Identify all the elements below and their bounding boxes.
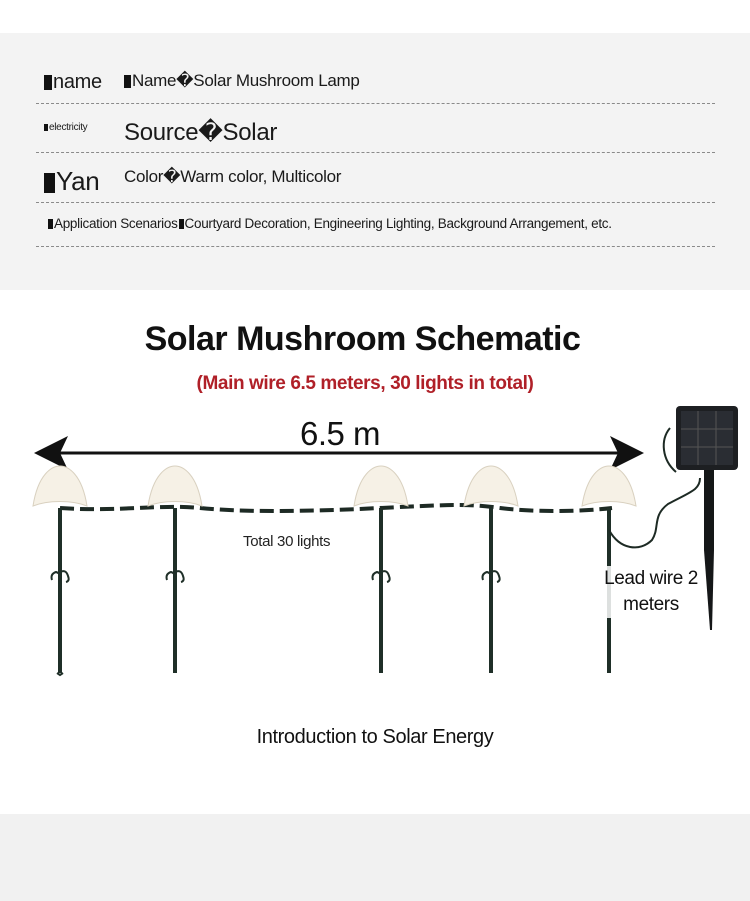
spec-key: Yan (44, 166, 99, 197)
mushroom-lamp-icon (148, 466, 202, 673)
length-label: 6.5 m (300, 415, 381, 452)
missing-glyph-icon (124, 75, 131, 88)
missing-glyph-icon (179, 219, 184, 229)
main-wire (60, 505, 612, 511)
spec-value: Color�Warm color, Multicolor (124, 167, 342, 186)
spec-value: Source�Solar (124, 119, 278, 146)
lead-wire-label: Lead wire 2 meters (603, 566, 699, 618)
spec-row-electricity (36, 103, 715, 153)
missing-glyph-icon (48, 219, 53, 229)
missing-glyph-icon (44, 124, 48, 131)
top-margin (0, 0, 750, 33)
spec-row-name (36, 53, 715, 104)
total-lights-label: Total 30 lights (243, 533, 331, 550)
schematic-subtitle: (Main wire 6.5 meters, 30 lights in total) (196, 373, 534, 394)
footer-band (0, 814, 750, 901)
spec-value: Name�Solar Mushroom Lamp (124, 71, 360, 91)
spec-key: electricity (44, 122, 87, 133)
intro-heading: Introduction to Solar Energy (256, 726, 494, 748)
mushroom-lamp-icon (464, 466, 518, 673)
missing-glyph-icon (44, 173, 55, 193)
spec-row-application (36, 202, 715, 247)
mushroom-lamp-icon (354, 466, 408, 673)
spec-key: Application Scenarios Courtyard Decoration, Engineering Lighting, Background Arrangement, etc. (48, 216, 612, 231)
spec-key: name (44, 71, 102, 94)
spec-row-yan (36, 152, 715, 203)
schematic-title: Solar Mushroom Schematic (144, 320, 581, 358)
schematic-section (0, 290, 750, 814)
spec-panel (0, 33, 750, 290)
missing-glyph-icon (44, 75, 52, 90)
mushroom-lamp-icon (33, 466, 87, 675)
